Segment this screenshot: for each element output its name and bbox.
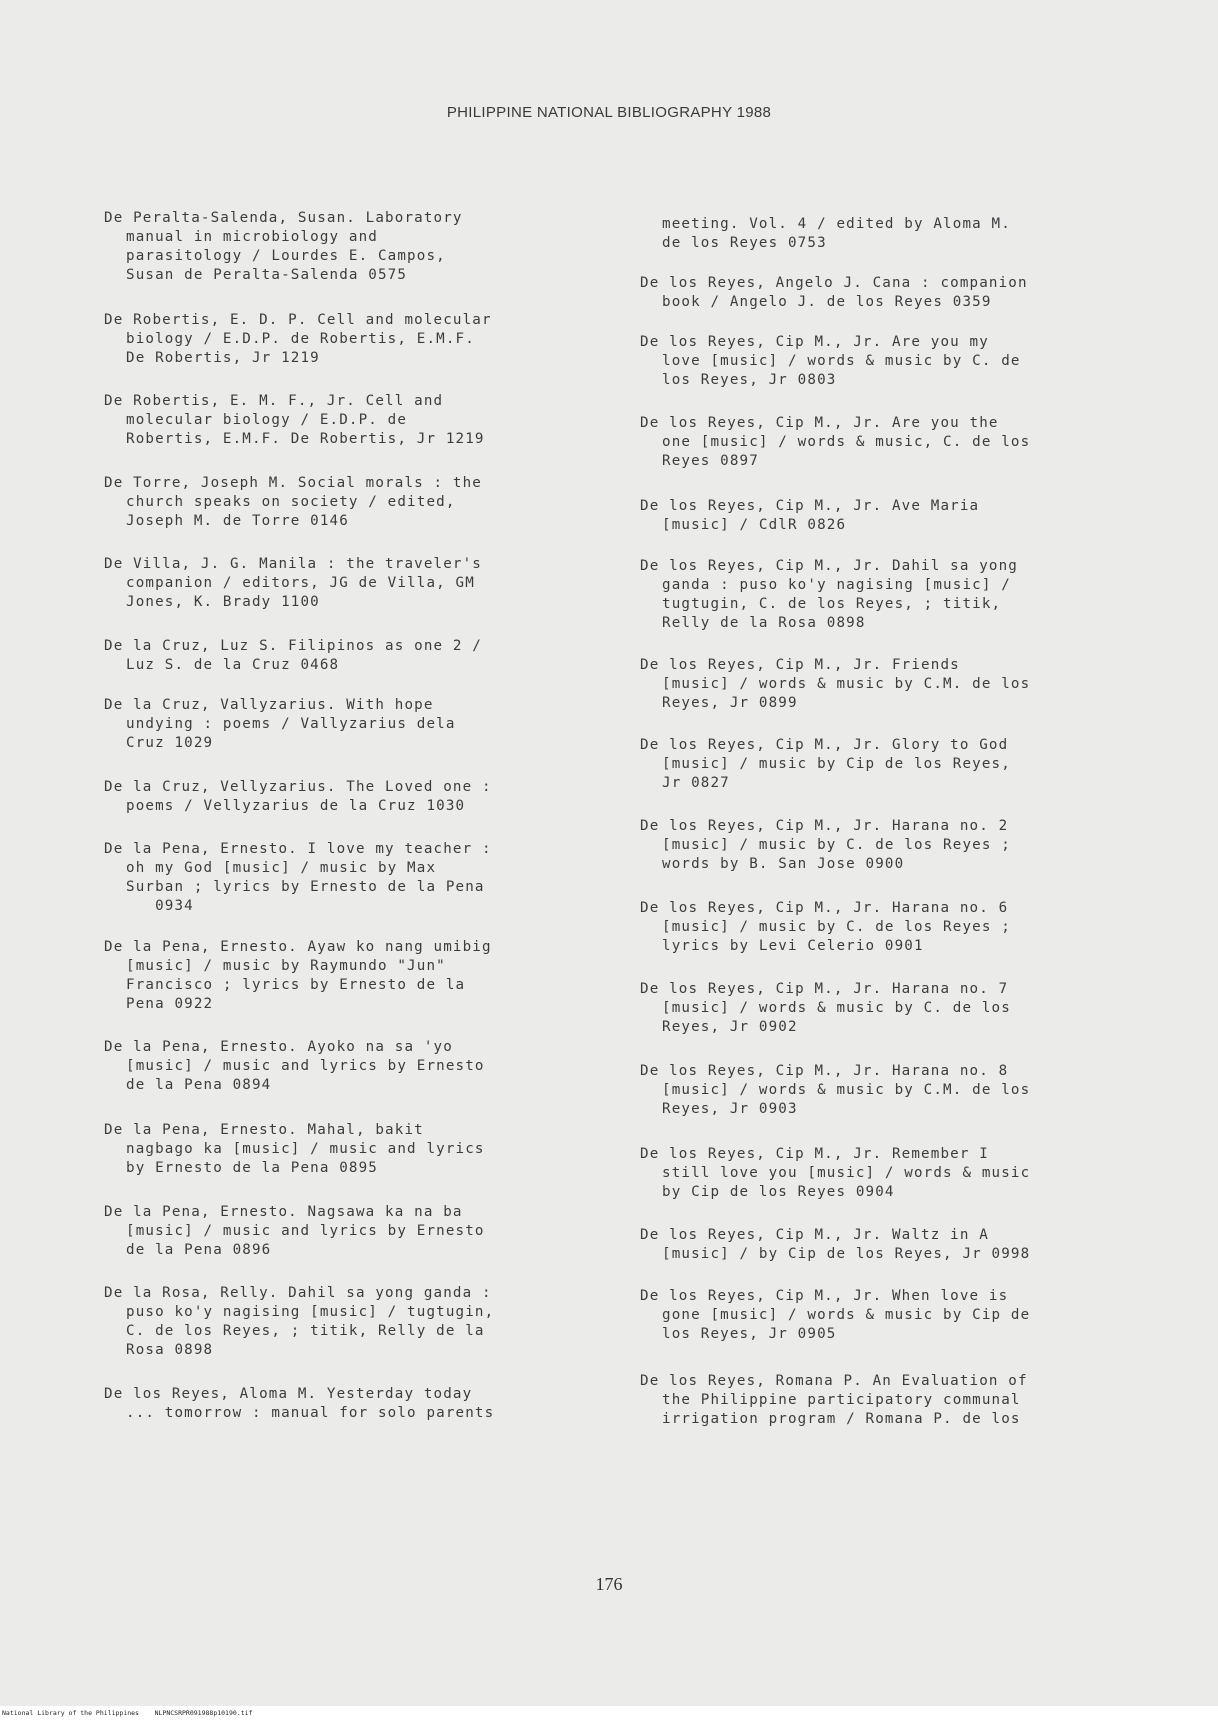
bibliography-entry bbox=[640, 656, 1150, 713]
entry-line: [music] / CdlR 0826 bbox=[662, 517, 847, 533]
page-number: 176 bbox=[595, 1574, 623, 1594]
entry-line: De la Rosa, Relly. Dahil sa yong ganda : bbox=[104, 1285, 492, 1301]
entry-line: Reyes, Jr 0903 bbox=[662, 1101, 798, 1117]
entry-line: Robertis, E.M.F. De Robertis, Jr 1219 bbox=[126, 431, 485, 447]
entry-line: molecular biology / E.D.P. de bbox=[126, 412, 408, 428]
entry-line: de la Pena 0894 bbox=[126, 1077, 272, 1093]
entry-line: De los Reyes, Cip M., Jr. Harana no. 2 bbox=[640, 818, 1009, 834]
entry-line: oh my God [music] / music by Max bbox=[126, 860, 437, 876]
entry-line: undying : poems / Vallyzarius dela bbox=[126, 716, 456, 732]
bibliography-entry bbox=[640, 557, 1150, 633]
entry-line: Reyes, Jr 0902 bbox=[662, 1019, 798, 1035]
entry-line: [music] / music and lyrics by Ernesto bbox=[126, 1058, 485, 1074]
entry-line: De los Reyes, Cip M., Jr. When love is bbox=[640, 1288, 1009, 1304]
bibliography-entry bbox=[104, 392, 614, 449]
entry-line: De Robertis, E. M. F., Jr. Cell and bbox=[104, 393, 444, 409]
entry-line: De la Pena, Ernesto. Ayaw ko nang umibig bbox=[104, 939, 492, 955]
entry-line: de los Reyes 0753 bbox=[662, 235, 827, 251]
entry-line: De los Reyes, Cip M., Jr. Harana no. 7 bbox=[640, 981, 1009, 997]
bibliography-entry bbox=[104, 474, 614, 531]
entry-line: tugtugin, C. de los Reyes, ; titik, bbox=[662, 596, 1002, 612]
entry-line: De los Reyes, Angelo J. Cana : companion bbox=[640, 275, 1028, 291]
entry-line: manual in microbiology and bbox=[126, 229, 378, 245]
bibliography-entry bbox=[640, 333, 1150, 390]
bibliography-entry bbox=[104, 209, 614, 285]
entry-line: De los Reyes, Romana P. An Evaluation of bbox=[640, 1373, 1028, 1389]
entry-line: [music] / music by C. de los Reyes ; bbox=[662, 919, 1011, 935]
entry-line: De los Reyes, Cip M., Jr. Harana no. 6 bbox=[640, 900, 1009, 916]
entry-line: still love you [music] / words & music bbox=[662, 1165, 1031, 1181]
entry-line: Jones, K. Brady 1100 bbox=[126, 594, 320, 610]
bibliography-entry bbox=[640, 414, 1150, 471]
entry-line: book / Angelo J. de los Reyes 0359 bbox=[662, 294, 992, 310]
bibliography-entry bbox=[640, 274, 1150, 312]
entry-line: Susan de Peralta-Salenda 0575 bbox=[126, 267, 408, 283]
entry-line: 0934 bbox=[126, 898, 194, 914]
bibliography-entry bbox=[104, 1203, 614, 1260]
footer-caption: National Library of the Philippines NLPNCSRPR091988p10190.tif bbox=[2, 1709, 253, 1717]
entry-line: Jr 0827 bbox=[662, 775, 730, 791]
entry-line: De los Reyes, Cip M., Jr. Glory to God bbox=[640, 737, 1009, 753]
entry-line: De los Reyes, Cip M., Jr. Dahil sa yong bbox=[640, 558, 1018, 574]
entry-line: biology / E.D.P. de Robertis, E.M.F. bbox=[126, 331, 475, 347]
entry-line: De la Cruz, Luz S. Filipinos as one 2 / bbox=[104, 638, 482, 654]
entry-line: De los Reyes, Aloma M. Yesterday today bbox=[104, 1386, 473, 1402]
entry-line: [music] / music by Cip de los Reyes, bbox=[662, 756, 1011, 772]
bibliography-entry bbox=[640, 980, 1150, 1037]
bibliography-entry bbox=[640, 736, 1150, 793]
entry-line: De Torre, Joseph M. Social morals : the bbox=[104, 475, 482, 491]
entry-line: nagbago ka [music] / music and lyrics bbox=[126, 1141, 485, 1157]
entry-line: Luz S. de la Cruz 0468 bbox=[126, 657, 340, 673]
entry-line: De los Reyes, Cip M., Jr. Are you the bbox=[640, 415, 999, 431]
entry-line: De los Reyes, Cip M., Jr. Remember I bbox=[640, 1146, 989, 1162]
entry-line: De la Pena, Ernesto. Nagsawa ka na ba bbox=[104, 1204, 463, 1220]
bibliography-entry bbox=[104, 840, 614, 916]
entry-line: De Robertis, Jr 1219 bbox=[126, 350, 320, 366]
entry-line: Relly de la Rosa 0898 bbox=[662, 615, 866, 631]
bibliography-entry bbox=[640, 1226, 1150, 1264]
bibliography-entry bbox=[104, 1385, 614, 1423]
entry-line: De los Reyes, Cip M., Jr. Ave Maria bbox=[640, 498, 980, 514]
bibliography-entry bbox=[104, 1284, 614, 1360]
entry-line: De Villa, J. G. Manila : the traveler's bbox=[104, 556, 482, 572]
entry-line: C. de los Reyes, ; titik, Relly de la bbox=[126, 1323, 485, 1339]
entry-line: irrigation program / Romana P. de los bbox=[662, 1411, 1021, 1427]
entry-line: ganda : puso ko'y nagising [music] / bbox=[662, 577, 1011, 593]
bibliography-entry bbox=[104, 1121, 614, 1178]
bibliography-entry bbox=[104, 778, 614, 816]
entry-line: de la Pena 0896 bbox=[126, 1242, 272, 1258]
entry-line: De la Pena, Ernesto. Mahal, bakit bbox=[104, 1122, 424, 1138]
entry-line: De los Reyes, Cip M., Jr. Harana no. 8 bbox=[640, 1063, 1009, 1079]
entry-line: [music] / words & music by C.M. de los bbox=[662, 676, 1031, 692]
entry-line: companion / editors, JG de Villa, GM bbox=[126, 575, 475, 591]
bibliography-entry bbox=[640, 899, 1150, 956]
entry-line: Francisco ; lyrics by Ernesto de la bbox=[126, 977, 466, 993]
entry-line: puso ko'y nagising [music] / tugtugin, bbox=[126, 1304, 495, 1320]
entry-line: Joseph M. de Torre 0146 bbox=[126, 513, 349, 529]
entry-line: by Ernesto de la Pena 0895 bbox=[126, 1160, 378, 1176]
entry-line: [music] / music and lyrics by Ernesto bbox=[126, 1223, 485, 1239]
entry-line: [music] / music by Raymundo "Jun" bbox=[126, 958, 446, 974]
bibliography-entry bbox=[104, 311, 614, 368]
entry-line: gone [music] / words & music by Cip de bbox=[662, 1307, 1031, 1323]
page-header: PHILIPPINE NATIONAL BIBLIOGRAPHY 1988 bbox=[446, 104, 772, 121]
entry-line: De la Cruz, Vallyzarius. With hope bbox=[104, 697, 434, 713]
bibliography-entry bbox=[640, 1372, 1150, 1429]
entry-line: De Peralta-Salenda, Susan. Laboratory bbox=[104, 210, 463, 226]
entry-line: [music] / words & music by C.M. de los bbox=[662, 1082, 1031, 1098]
entry-line: los Reyes, Jr 0905 bbox=[662, 1326, 837, 1342]
entry-line: lyrics by Levi Celerio 0901 bbox=[662, 938, 924, 954]
bibliography-entry bbox=[104, 637, 614, 675]
entry-line: love [music] / words & music by C. de bbox=[662, 353, 1021, 369]
entry-line: De los Reyes, Cip M., Jr. Are you my bbox=[640, 334, 989, 350]
entry-line: Cruz 1029 bbox=[126, 735, 214, 751]
bibliography-entry bbox=[640, 1287, 1150, 1344]
entry-line: meeting. Vol. 4 / edited by Aloma M. bbox=[662, 216, 1011, 232]
bibliography-entry bbox=[104, 555, 614, 612]
entry-line: Reyes 0897 bbox=[662, 453, 759, 469]
entry-line: De la Cruz, Vellyzarius. The Loved one : bbox=[104, 779, 492, 795]
entry-line: De Robertis, E. D. P. Cell and molecular bbox=[104, 312, 492, 328]
bibliography-entry bbox=[104, 696, 614, 753]
bibliography-entry bbox=[104, 938, 614, 1014]
entry-line: ... tomorrow : manual for solo parents bbox=[126, 1405, 495, 1421]
bibliography-entry bbox=[640, 497, 1150, 535]
entry-line: [music] / music by C. de los Reyes ; bbox=[662, 837, 1011, 853]
entry-line: words by B. San Jose 0900 bbox=[662, 856, 905, 872]
entry-line: De los Reyes, Cip M., Jr. Waltz in A bbox=[640, 1227, 989, 1243]
entry-line: De la Pena, Ernesto. I love my teacher : bbox=[104, 841, 492, 857]
bibliography-entry bbox=[640, 215, 1150, 253]
entry-line: Rosa 0898 bbox=[126, 1342, 214, 1358]
bibliography-entry bbox=[640, 817, 1150, 874]
entry-line: by Cip de los Reyes 0904 bbox=[662, 1184, 895, 1200]
entry-line: Reyes, Jr 0899 bbox=[662, 695, 798, 711]
entry-line: Surban ; lyrics by Ernesto de la Pena bbox=[126, 879, 485, 895]
entry-line: Pena 0922 bbox=[126, 996, 214, 1012]
entry-line: De los Reyes, Cip M., Jr. Friends bbox=[640, 657, 960, 673]
entry-line: los Reyes, Jr 0803 bbox=[662, 372, 837, 388]
entry-line: parasitology / Lourdes E. Campos, bbox=[126, 248, 446, 264]
bibliography-entry bbox=[640, 1145, 1150, 1202]
entry-line: De la Pena, Ernesto. Ayoko na sa 'yo bbox=[104, 1039, 453, 1055]
entry-line: the Philippine participatory communal bbox=[662, 1392, 1021, 1408]
entry-line: poems / Vellyzarius de la Cruz 1030 bbox=[126, 798, 466, 814]
entry-line: [music] / by Cip de los Reyes, Jr 0998 bbox=[662, 1246, 1031, 1262]
entry-line: one [music] / words & music, C. de los bbox=[662, 434, 1031, 450]
entry-line: [music] / words & music by C. de los bbox=[662, 1000, 1011, 1016]
bibliography-entry bbox=[640, 1062, 1150, 1119]
entry-line: church speaks on society / edited, bbox=[126, 494, 456, 510]
bibliography-entry bbox=[104, 1038, 614, 1095]
